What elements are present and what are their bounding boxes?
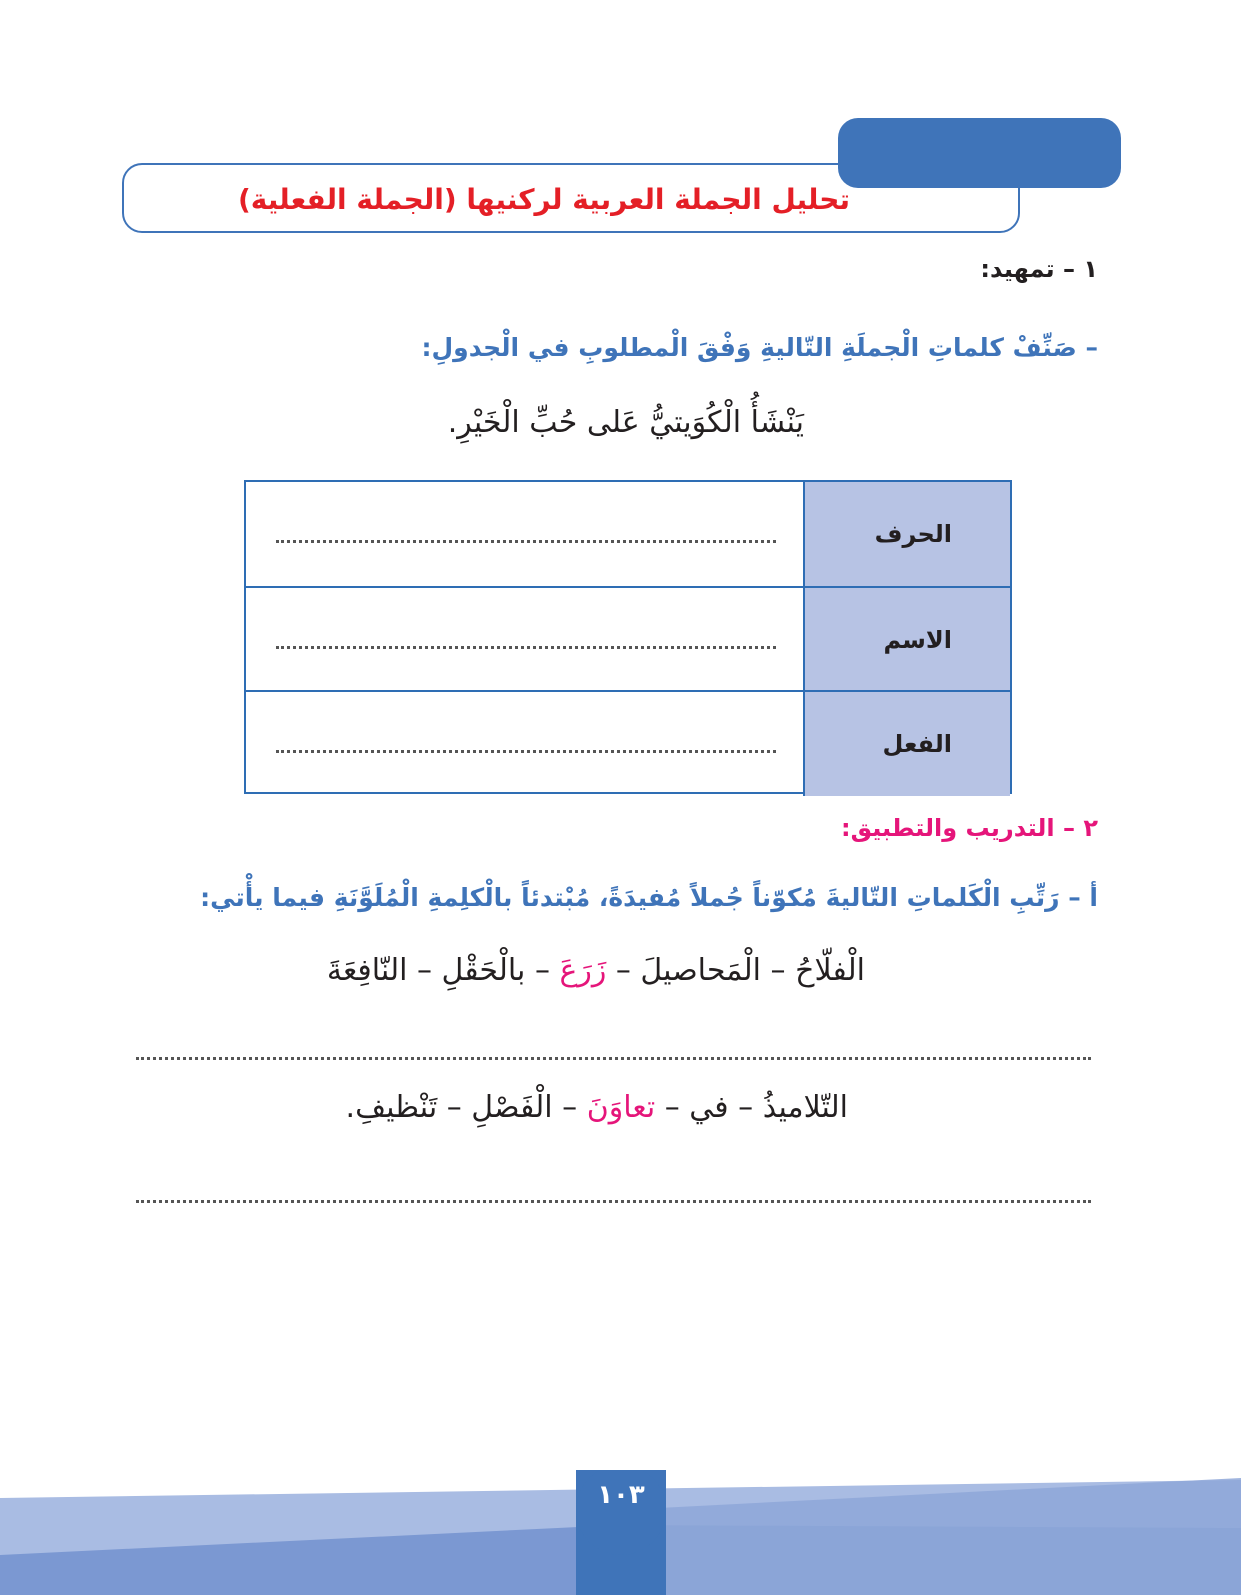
exercise-1-words xyxy=(327,953,865,988)
table-row xyxy=(246,482,1010,586)
table-label-cell xyxy=(803,692,1010,796)
table-label-cell xyxy=(803,588,1010,692)
table-label-cell xyxy=(803,482,1010,586)
page-number: ١٠٣ xyxy=(597,1480,645,1510)
row-label-harf: الحرف xyxy=(874,520,952,548)
exercise-2-answer-line[interactable] xyxy=(136,1200,1091,1203)
table-row xyxy=(246,690,1010,796)
row-label-ism: الاسم xyxy=(883,626,952,654)
part1-instruction: – صَنِّفْ كلماتِ الْجملَةِ التّاليةِ وَفْقَ الْمطلوبِ في الْجدولِ: xyxy=(421,333,1098,362)
row-label-fiel: الفعل xyxy=(882,730,952,758)
exercise-2-after: – الْفَصْلِ – تَنْظيفِ. xyxy=(345,1090,587,1125)
exercise-1-after: – بالْحَقْلِ – النّافِعَةَ xyxy=(326,953,560,988)
section-label: قواعد النحو : xyxy=(1046,20,1201,48)
table-row xyxy=(246,586,1010,692)
exercise-2-words xyxy=(346,1090,848,1125)
lesson-title: تحليل الجملة العربية لركنيها (الجملة الفعلية) xyxy=(237,183,850,216)
part2-heading: ٢ – التدريب والتطبيق: xyxy=(840,814,1098,842)
part1-heading: ١ – تمهيد: xyxy=(980,255,1098,283)
answer-line[interactable] xyxy=(276,750,776,753)
answer-line[interactable] xyxy=(276,540,776,543)
part2-instruction: أ – رَتِّبِ الْكَلماتِ التّاليةَ مُكوّناً جُملاً مُفيدَةً، مُبْتدئاً بالْكلِمةِ الْمُلَوَّنَةِ فيما يأْتي: xyxy=(200,883,1098,912)
exercise-1-colored-word: زَرَعَ xyxy=(559,953,607,988)
exercise-1-before: الْفلّاحُ – الْمَحاصيلَ – xyxy=(606,953,865,988)
section-tab xyxy=(838,118,1121,188)
part1-sentence: يَنْشَأُ الْكُوَيتيُّ عَلى حُبِّ الْخَيْرِ. xyxy=(447,405,804,440)
exercise-1-answer-line[interactable] xyxy=(136,1057,1091,1060)
exercise-2-colored-word: تعاوَنَ xyxy=(586,1090,656,1125)
classification-table xyxy=(244,480,1012,794)
exercise-2-before: التّلاميذُ – في – xyxy=(655,1090,848,1125)
answer-line[interactable] xyxy=(276,646,776,649)
